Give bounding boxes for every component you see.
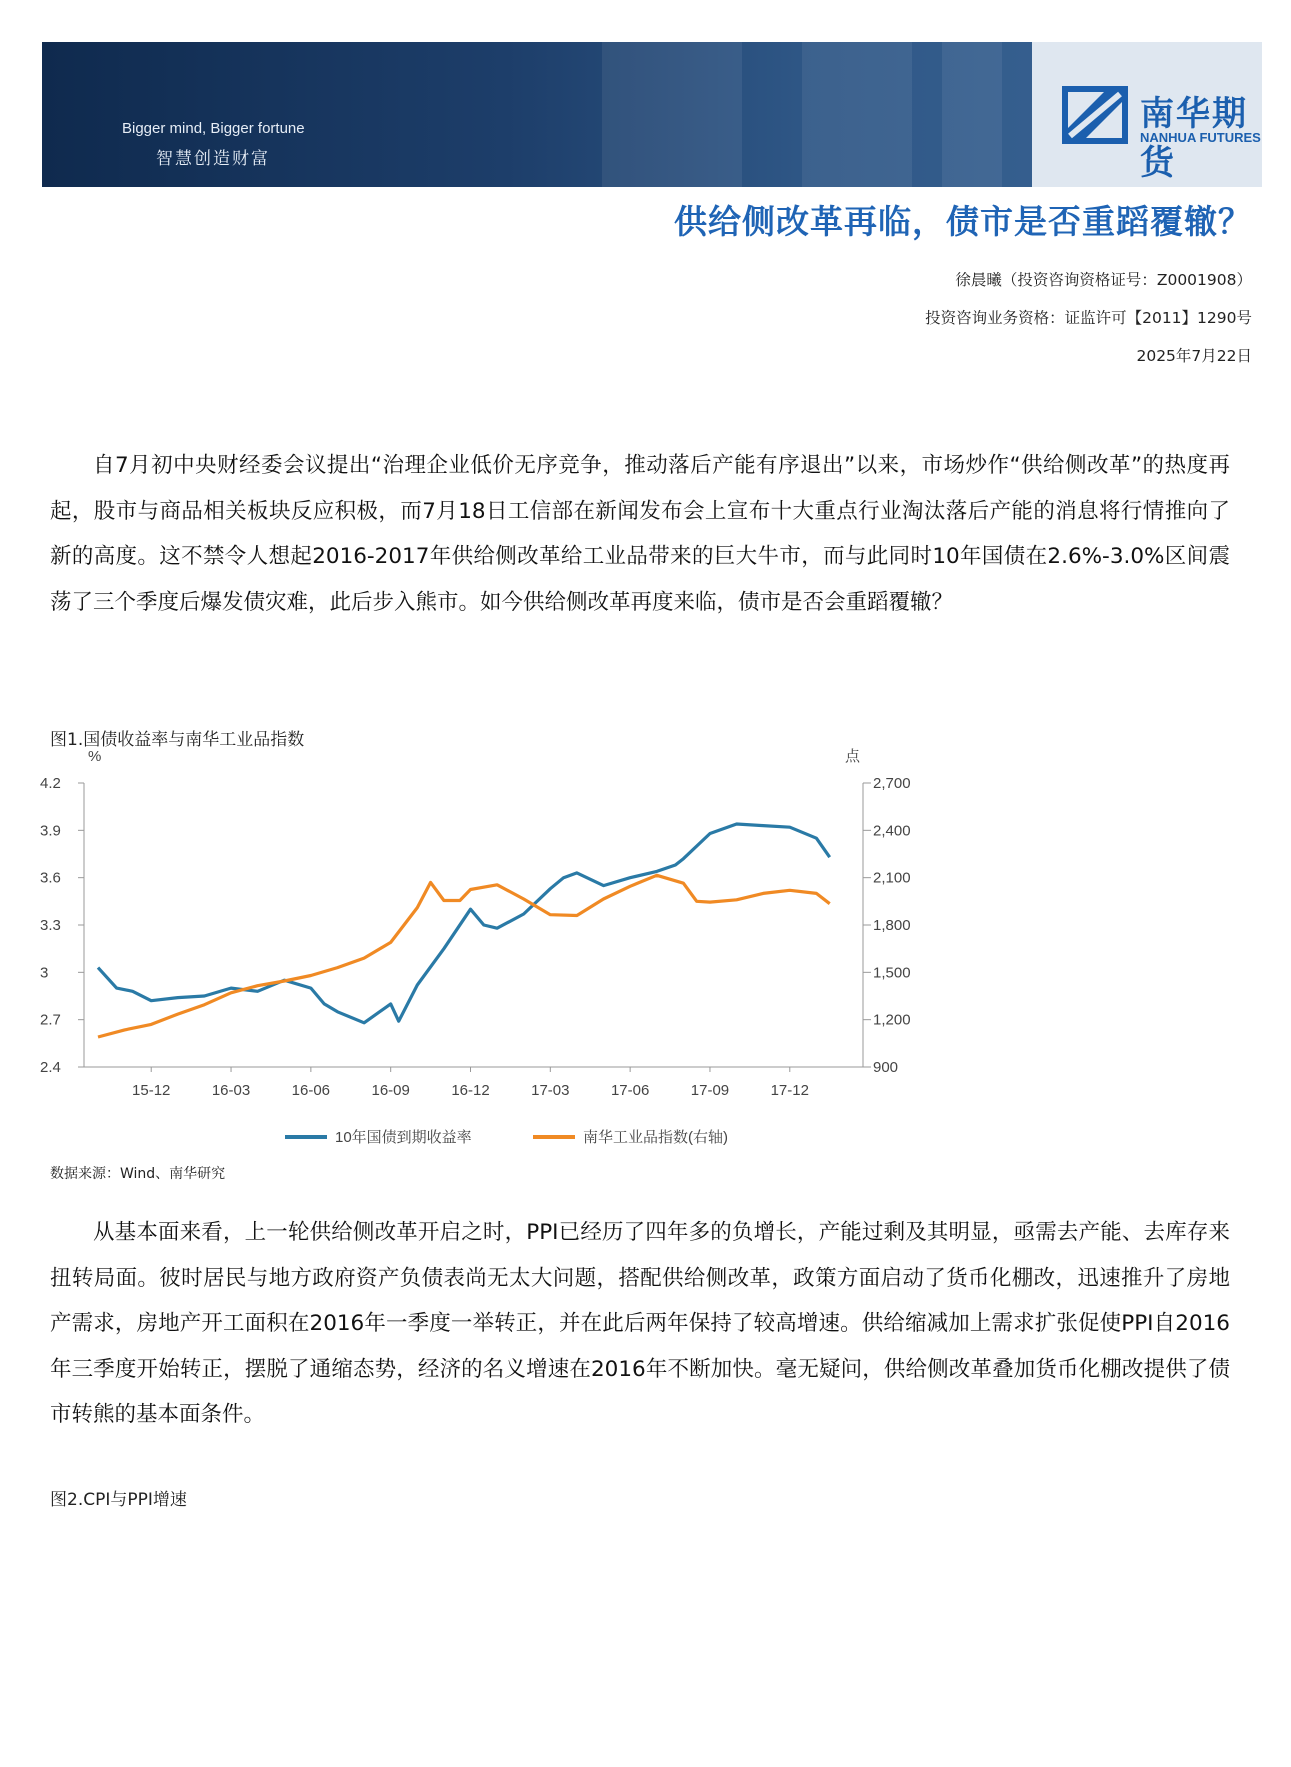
- figure-1-caption: 图1.国债收益率与南华工业品指数: [50, 730, 305, 750]
- left-tick-label: 2.4: [40, 1059, 61, 1076]
- x-axis-ticks: [132, 1067, 809, 1099]
- date-line: 2025年7月22日: [1136, 347, 1252, 365]
- brand-name-en: NANHUA FUTURES: [1140, 130, 1261, 145]
- nanhua-logo-icon: [1060, 84, 1130, 146]
- right-tick-label: 2,700: [873, 775, 911, 792]
- right-tick-label: 900: [873, 1059, 899, 1076]
- brand-name-cn: 南华期货: [1140, 94, 1248, 183]
- slogan-cn: 智慧创造财富: [156, 149, 270, 169]
- left-tick-label: 3.6: [40, 869, 61, 887]
- header-banner: [42, 42, 1262, 187]
- legend-label-1: 10年国债到期收益率: [335, 1129, 472, 1146]
- x-tick-label: 17-06: [610, 1082, 650, 1099]
- left-tick-label: 2.7: [40, 1011, 61, 1029]
- paragraph-1-text: 自7月初中央财经委会议提出“治理企业低价无序竞争，推动落后产能有序退出”以来，市场炒作“供给侧改革”的热度再起，股市与商品相关板块反应积极，而7月18日工信部在新闻发布会上宣布十大重点行业淘汰落后产能的消息将行情推向了新的高度。这不禁令人想起2016-2017年供给侧改革给工业品带来的巨大牛市，而与此同时10年国债在2.6%-3.0%区间震荡了三个季度后爆发债灾难，此后步入熊市。如今供给侧改革再度来临，债市是否会重蹈覆辙？: [50, 453, 1230, 615]
- right-tick-label: 2,100: [873, 869, 911, 887]
- right-tick-label: 1,200: [873, 1011, 911, 1029]
- paragraph-1: [50, 443, 1230, 625]
- paragraph-2-text: 从基本面来看，上一轮供给侧改革开启之时，PPI已经历了四年多的负增长，产能过剩及其明显，亟需去产能、去库存来扭转局面。彼时居民与地方政府资产负债表尚无太大问题，搭配供给侧改革，政策方面启动了货币化棚改，迅速推升了房地产需求，房地产开工面积在2016年一季度一举转正，并在此后两年保持了较高增速。供给缩减加上需求扩张促使PPI自2016年三季度开始转正，摆脱了通缩态势，经济的名义增速在2016年不断加快。毫无疑问，供给侧改革叠加货币化棚改提供了债市转熊的基本面条件。: [50, 1220, 1230, 1427]
- figure-1-source: 数据来源：Wind、南华研究: [50, 1166, 226, 1182]
- x-tick-label: 15-12: [132, 1082, 171, 1099]
- left-tick-label: 3: [40, 964, 49, 982]
- right-axis-unit: 点: [845, 748, 861, 765]
- author-line: 徐晨曦（投资咨询资格证号：Z0001908）: [955, 271, 1252, 289]
- x-tick-label: 16-06: [291, 1082, 331, 1099]
- x-tick-label: 16-03: [211, 1082, 251, 1099]
- x-tick-label: 16-12: [451, 1082, 490, 1099]
- paragraph-2: [50, 1210, 1230, 1438]
- left-axis-unit: %: [88, 748, 102, 765]
- right-tick-label: 2,400: [873, 822, 911, 840]
- figure-2-caption: 图2.CPI与PPI增速: [50, 1490, 187, 1510]
- x-tick-label: 16-09: [371, 1082, 410, 1099]
- left-axis-ticks: [40, 775, 84, 1076]
- series-line-2: [98, 875, 830, 1037]
- series-line-1: [98, 824, 830, 1023]
- right-axis-ticks: [863, 775, 911, 1076]
- left-tick-label: 3.9: [40, 822, 61, 840]
- slogan-en: Bigger mind, Bigger fortune: [122, 120, 305, 137]
- left-tick-label: 3.3: [40, 917, 61, 934]
- banner-stripe: [802, 42, 912, 187]
- yield-vs-index-chart: [40, 735, 940, 1165]
- left-tick-label: 4.2: [40, 775, 61, 792]
- right-tick-label: 1,800: [873, 917, 911, 934]
- right-tick-label: 1,500: [873, 964, 911, 982]
- article-title: 供给侧改革再临，债市是否重蹈覆辙？: [674, 202, 1252, 241]
- series-lines: [98, 824, 830, 1037]
- x-tick-label: 17-09: [690, 1082, 730, 1099]
- legend-label-2: 南华工业品指数(右轴): [583, 1129, 728, 1146]
- banner-stripe: [942, 42, 1002, 187]
- x-tick-label: 17-12: [770, 1082, 809, 1099]
- banner-stripe: [602, 42, 742, 187]
- license-line: 投资咨询业务资格：证监许可【2011】1290号: [925, 309, 1252, 327]
- chart-legend: [285, 1128, 728, 1146]
- x-tick-label: 17-03: [531, 1082, 570, 1099]
